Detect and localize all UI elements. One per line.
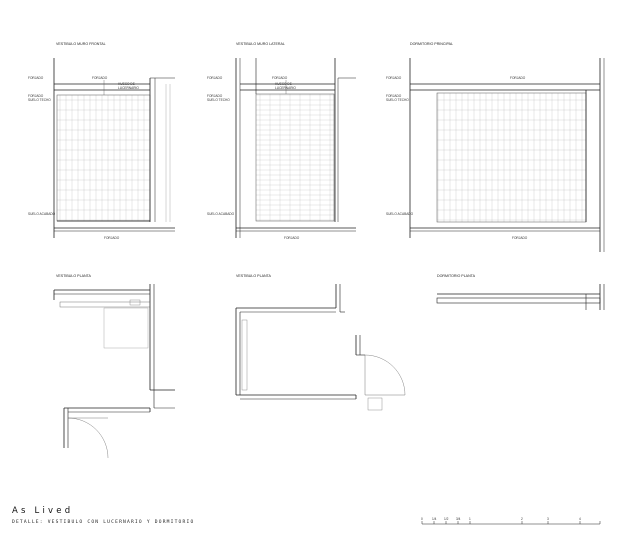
elev3-tag-top-center: FORJADO — [510, 76, 526, 80]
elev1-tag-left-mid: FORJADO SUELO TECHO — [28, 94, 51, 102]
brand-title: As Lived — [12, 506, 74, 516]
elevation-vestibulo-lateral — [236, 58, 356, 238]
plan-vestibulo-2 — [236, 284, 405, 410]
elevation-dormitorio-principal — [410, 58, 604, 252]
elev3-tag-left-mid: FORJADO SUELO TECHO — [386, 94, 409, 102]
plan-2-title: VESTIBULO PLANTA — [236, 274, 271, 278]
elev2-tag-bottom-left: SUELO ACABADO — [207, 212, 235, 216]
elevation-3-title: DORMITORIO PRINCIPAL — [410, 42, 453, 46]
scale-tick-label: 1 — [469, 517, 471, 521]
elev2-tag-mid: HUECO DE LUCERNARIO — [275, 82, 296, 90]
elev2-tag-top-center: FORJADO — [272, 76, 288, 80]
plan-3-title: DORMITORIO PLANTA — [437, 274, 476, 278]
scale-tick-label: 3/4 — [456, 517, 461, 521]
elev1-tag-bottom-center: FORJADO — [104, 236, 120, 240]
scale-bar-graphic — [422, 521, 600, 524]
elev3-tag-top-left: FORJADO — [386, 76, 402, 80]
elev1-tag-top-left: FORJADO — [28, 76, 44, 80]
elev3-tag-bottom-center: FORJADO — [512, 236, 528, 240]
scale-tick-label: 1/4 — [432, 517, 437, 521]
elev2-tag-left-mid: FORJADO SUELO TECHO — [207, 94, 230, 102]
elev3-tag-bottom-left: SUELO ACABADO — [386, 212, 414, 216]
scale-tick-label: 3 — [547, 517, 549, 521]
elev2-tag-top-left: FORJADO — [207, 76, 223, 80]
scale-tick-label: 4 — [579, 517, 581, 521]
elevation-vestibulo-frontal — [54, 58, 175, 238]
plan-vestibulo-1 — [54, 284, 175, 458]
plan-1-title: VESTIBULO PLANTA — [56, 274, 91, 278]
elev1-tag-top-center: FORJADO — [92, 76, 108, 80]
elevation-1-title: VESTIBULO MURO FRONTAL — [56, 42, 106, 46]
elev1-tag-mid: HUECO DE LUCERNARIO — [118, 82, 139, 90]
elev1-tag-bottom-left: SUELO ACABADO — [28, 212, 56, 216]
sheet-subtitle: DETALLE: VESTIBULO CON LUCERNARIO Y DORMITORIO — [12, 520, 195, 525]
plan-dormitorio — [437, 284, 604, 310]
scale-tick-label: 1/2 — [444, 517, 449, 521]
scale-tick-label: 0 — [421, 517, 423, 521]
elevation-2-title: VESTIBULO MURO LATERAL — [236, 42, 285, 46]
scale-tick-label: 2 — [521, 517, 523, 521]
elev2-tag-bottom-center: FORJADO — [284, 236, 300, 240]
